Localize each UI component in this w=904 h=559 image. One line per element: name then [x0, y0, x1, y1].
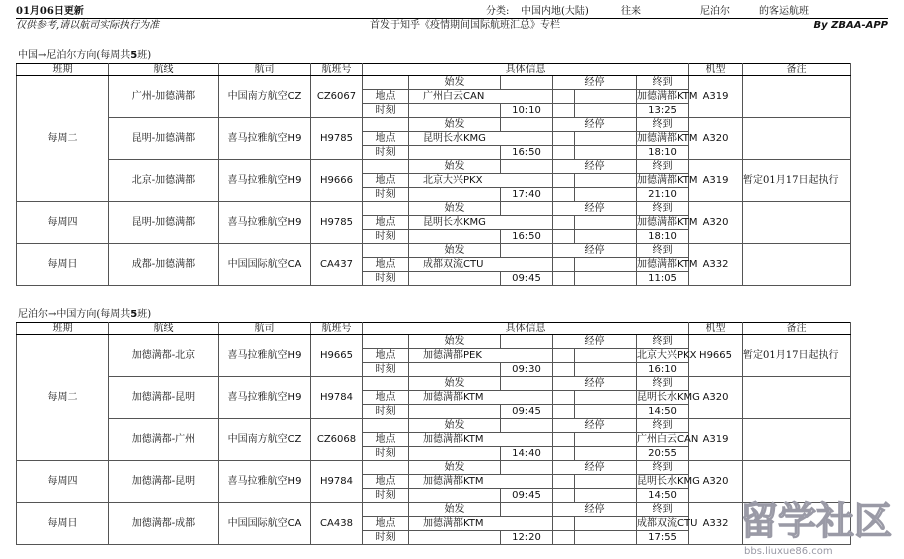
- table-cell: [409, 447, 501, 461]
- destination-airport: 加德满都KTM: [637, 132, 698, 144]
- place-label: 地点: [363, 90, 409, 104]
- destination-label: 终到: [637, 461, 689, 475]
- table-cell: [575, 230, 637, 244]
- arrival-time: 13:25: [637, 104, 689, 118]
- destination-label: 终到: [637, 202, 689, 216]
- airline-cell: 中国南方航空CZ: [219, 76, 311, 118]
- table-cell: [575, 258, 637, 272]
- col-header-day: 班期: [17, 64, 109, 76]
- arrival-time: 16:10: [637, 363, 689, 377]
- table-row: [17, 503, 851, 517]
- col-header-airline: 航司: [219, 323, 311, 335]
- table-cell: [501, 503, 553, 517]
- origin-label: 始发: [409, 377, 501, 391]
- table-cell: [553, 174, 575, 188]
- table-cell: [575, 349, 637, 363]
- route-cell: 加德满都-广州: [109, 419, 219, 461]
- departure-time: 10:10: [501, 104, 553, 118]
- flight-number-cell: H9665: [311, 335, 363, 377]
- table-cell: [553, 517, 575, 531]
- table-row: [17, 202, 851, 216]
- origin-label: 始发: [409, 419, 501, 433]
- table-cell: [553, 230, 575, 244]
- table-cell: [501, 335, 553, 349]
- flight-number-cell: H9785: [311, 118, 363, 160]
- origin-label: 始发: [409, 503, 501, 517]
- table-cell: [553, 90, 575, 104]
- table-row: [17, 419, 851, 433]
- remarks-cell: [743, 202, 851, 244]
- table-cell: [553, 433, 575, 447]
- table-cell: [553, 391, 575, 405]
- section-title-inbound: 尼泊尔→中国方向(每周共5班): [18, 309, 152, 320]
- destination-label: 终到: [637, 76, 689, 90]
- airline-cell: 中国南方航空CZ: [219, 419, 311, 461]
- stop-label: 经停: [553, 377, 637, 391]
- arrival-time: 18:10: [637, 146, 689, 160]
- stop-label: 经停: [553, 76, 637, 90]
- table-row: [17, 244, 851, 258]
- table-cell: [501, 461, 553, 475]
- table-cell: [363, 335, 409, 349]
- origin-airport: 成都双流CTU: [409, 258, 553, 272]
- direction-word: 往来: [621, 6, 641, 17]
- origin-airport: 加德满都KTM: [409, 475, 553, 489]
- flight-number-cell: H9784: [311, 377, 363, 419]
- table-header-row: [17, 64, 851, 76]
- table-row: [17, 461, 851, 475]
- aircraft-cell: A320: [689, 202, 743, 244]
- remarks-cell: 暂定01月17日起执行: [743, 335, 851, 377]
- table-cell: [363, 461, 409, 475]
- table-row: [17, 76, 851, 90]
- table-cell: [363, 76, 409, 90]
- table-cell: [575, 433, 637, 447]
- table-cell: [409, 146, 501, 160]
- stop-label: 经停: [553, 118, 637, 132]
- aircraft-cell: A332: [689, 503, 743, 545]
- origin-airport: 广州白云CAN: [409, 90, 553, 104]
- route-cell: 加德满都-昆明: [109, 461, 219, 503]
- airline-cell: 喜马拉雅航空H9: [219, 118, 311, 160]
- departure-time: 16:50: [501, 146, 553, 160]
- table-cell: [363, 419, 409, 433]
- aircraft-cell: A319: [689, 419, 743, 461]
- place-label: 地点: [363, 216, 409, 230]
- route-cell: 昆明-加德满都: [109, 202, 219, 244]
- col-header-route: 航线: [109, 323, 219, 335]
- time-label: 时刻: [363, 447, 409, 461]
- table-cell: [501, 419, 553, 433]
- table-cell: [553, 272, 575, 286]
- table-cell: [553, 188, 575, 202]
- origin-label: 始发: [409, 202, 501, 216]
- stop-label: 经停: [553, 160, 637, 174]
- update-date: 01月06日更新: [16, 6, 84, 17]
- arrival-time: 20:55: [637, 447, 689, 461]
- watermark-brand: 留学社区: [740, 499, 893, 543]
- origin-airport: 加德满都KTM: [409, 433, 553, 447]
- table-cell: [553, 104, 575, 118]
- table-row: [17, 377, 851, 391]
- table-row: [17, 118, 851, 132]
- col-header-flight: 航班号: [311, 64, 363, 76]
- aircraft-cell: A319: [689, 76, 743, 118]
- table-cell: [501, 377, 553, 391]
- table-cell: [553, 447, 575, 461]
- table-cell: [553, 216, 575, 230]
- time-label: 时刻: [363, 363, 409, 377]
- route-cell: 广州-加德满都: [109, 76, 219, 118]
- airline-cell: 中国国际航空CA: [219, 244, 311, 286]
- arrival-time: 18:10: [637, 230, 689, 244]
- day-cell: 每周四: [17, 461, 109, 503]
- schedule-table-inbound: [16, 322, 851, 545]
- col-header-detail: 具体信息: [363, 64, 689, 76]
- aircraft-cell: A320: [689, 118, 743, 160]
- origin-label: 始发: [409, 244, 501, 258]
- category-label: 分类:: [486, 6, 510, 17]
- remarks-cell: 暂定01月17日起执行: [743, 160, 851, 202]
- table-cell: [575, 272, 637, 286]
- col-header-flight: 航班号: [311, 323, 363, 335]
- table-row: [17, 160, 851, 174]
- place-label: 地点: [363, 391, 409, 405]
- time-label: 时刻: [363, 405, 409, 419]
- table-cell: [409, 104, 501, 118]
- table-cell: [501, 118, 553, 132]
- flight-number-cell: CZ6067: [311, 76, 363, 118]
- day-cell: 每周日: [17, 244, 109, 286]
- col-header-remarks: 备注: [743, 64, 851, 76]
- departure-time: 09:45: [501, 405, 553, 419]
- flight-number-cell: CZ6068: [311, 419, 363, 461]
- stop-label: 经停: [553, 461, 637, 475]
- origin-label: 始发: [409, 160, 501, 174]
- table-cell: [363, 202, 409, 216]
- table-row: [17, 335, 851, 349]
- table-cell: [363, 503, 409, 517]
- departure-time: 14:40: [501, 447, 553, 461]
- table-cell: [553, 475, 575, 489]
- day-cell: 每周二: [17, 76, 109, 202]
- remarks-cell: [743, 244, 851, 286]
- destination-airport: 广州白云CAN: [637, 433, 699, 445]
- origin-airport: 加德满都KTM: [409, 517, 553, 531]
- departure-time: 09:45: [501, 272, 553, 286]
- place-label: 地点: [363, 174, 409, 188]
- table-cell: [553, 132, 575, 146]
- table-cell: [575, 90, 637, 104]
- destination-airport: 昆明长水KMG: [637, 475, 700, 487]
- flight-number-cell: H9785: [311, 202, 363, 244]
- header-row-1: [16, 6, 888, 19]
- destination-label: 终到: [637, 377, 689, 391]
- departure-time: 16:50: [501, 230, 553, 244]
- origin-airport: 加德满都KTM: [409, 391, 553, 405]
- remarks-cell: [743, 461, 851, 503]
- byline: By ZBAA-APP: [813, 20, 888, 31]
- departure-time: 12:20: [501, 531, 553, 545]
- destination-airport: 成都双流CTU: [637, 517, 698, 529]
- destination-airport: 加德满都KTM: [637, 174, 698, 186]
- aircraft-cell: A319: [689, 160, 743, 202]
- airline-cell: 喜马拉雅航空H9: [219, 461, 311, 503]
- destination-airport: 加德满都KTM: [637, 216, 698, 228]
- table-cell: [553, 531, 575, 545]
- table-cell: [553, 258, 575, 272]
- airline-cell: 喜马拉雅航空H9: [219, 335, 311, 377]
- time-label: 时刻: [363, 489, 409, 503]
- table-cell: [501, 76, 553, 90]
- disclaimer: 仅供参考,请以航司实际执行为准: [16, 20, 160, 31]
- table-cell: [575, 174, 637, 188]
- route-cell: 成都-加德满都: [109, 244, 219, 286]
- section-title-outbound: 中国→尼泊尔方向(每周共5班): [18, 50, 152, 61]
- time-label: 时刻: [363, 272, 409, 286]
- table-cell: [409, 230, 501, 244]
- aircraft-cell: A320: [689, 377, 743, 419]
- table-cell: [575, 489, 637, 503]
- stop-label: 经停: [553, 503, 637, 517]
- route-cell: 北京-加德满都: [109, 160, 219, 202]
- col-header-aircraft: 机型: [689, 323, 743, 335]
- place-label: 地点: [363, 517, 409, 531]
- table-cell: [575, 132, 637, 146]
- table-cell: [575, 405, 637, 419]
- destination-airport: 北京大兴PKX: [637, 349, 697, 361]
- airline-cell: 喜马拉雅航空H9: [219, 377, 311, 419]
- remarks-cell: [743, 377, 851, 419]
- day-cell: 每周二: [17, 335, 109, 461]
- table-cell: [409, 272, 501, 286]
- destination-airport: 昆明长水KMG: [637, 391, 700, 403]
- flight-number-cell: H9784: [311, 461, 363, 503]
- origin-label: 始发: [409, 76, 501, 90]
- table-cell: [575, 363, 637, 377]
- table-cell: [575, 517, 637, 531]
- table-cell: [363, 160, 409, 174]
- stop-label: 经停: [553, 335, 637, 349]
- table-cell: [363, 118, 409, 132]
- stop-label: 经停: [553, 202, 637, 216]
- table-cell: [409, 363, 501, 377]
- table-cell: [501, 160, 553, 174]
- table-cell: [575, 447, 637, 461]
- arrival-time: 14:50: [637, 489, 689, 503]
- airline-cell: 喜马拉雅航空H9: [219, 202, 311, 244]
- header-row-2: [16, 20, 888, 32]
- table-cell: [553, 363, 575, 377]
- destination-airport: 加德满都KTM: [637, 90, 698, 102]
- day-cell: 每周四: [17, 202, 109, 244]
- flight-number-cell: H9666: [311, 160, 363, 202]
- flight-number-cell: CA437: [311, 244, 363, 286]
- route-cell: 加德满都-北京: [109, 335, 219, 377]
- time-label: 时刻: [363, 146, 409, 160]
- watermark-url: bbs.liuxue86.com: [744, 546, 833, 557]
- origin-airport: 加德满都PEK: [409, 349, 553, 363]
- place-label: 地点: [363, 433, 409, 447]
- table-cell: [575, 104, 637, 118]
- remarks-cell: [743, 503, 851, 545]
- table-cell: [501, 202, 553, 216]
- aircraft-cell: H9665: [689, 335, 743, 377]
- flight-number-cell: CA438: [311, 503, 363, 545]
- time-label: 时刻: [363, 188, 409, 202]
- route-cell: 加德满都-昆明: [109, 377, 219, 419]
- schedule-table-outbound: [16, 63, 851, 286]
- table-cell: [553, 405, 575, 419]
- table-cell: [409, 405, 501, 419]
- table-cell: [575, 531, 637, 545]
- origin-airport: 昆明长水KMG: [409, 132, 553, 146]
- destination-label: 终到: [637, 244, 689, 258]
- origin-label: 始发: [409, 118, 501, 132]
- arrival-time: 11:05: [637, 272, 689, 286]
- place-label: 地点: [363, 475, 409, 489]
- table-cell: [575, 188, 637, 202]
- departure-time: 09:45: [501, 489, 553, 503]
- stop-label: 经停: [553, 244, 637, 258]
- place-label: 地点: [363, 132, 409, 146]
- day-cell: 每周日: [17, 503, 109, 545]
- aircraft-cell: A320: [689, 461, 743, 503]
- origin-airport: 昆明长水KMG: [409, 216, 553, 230]
- remarks-cell: [743, 419, 851, 461]
- category-value: 中国内地(大陆): [521, 6, 589, 17]
- aircraft-cell: A332: [689, 244, 743, 286]
- table-cell: [553, 489, 575, 503]
- table-cell: [575, 146, 637, 160]
- origin-label: 始发: [409, 461, 501, 475]
- airline-cell: 中国国际航空CA: [219, 503, 311, 545]
- table-cell: [409, 531, 501, 545]
- table-cell: [575, 391, 637, 405]
- place-label: 地点: [363, 258, 409, 272]
- country-name: 尼泊尔: [700, 6, 730, 17]
- table-cell: [363, 377, 409, 391]
- table-cell: [409, 489, 501, 503]
- published-note: 首发于知乎《疫情期间国际航班汇总》专栏: [370, 20, 560, 31]
- table-header-row: [17, 323, 851, 335]
- table-cell: [363, 244, 409, 258]
- destination-airport: 加德满都KTM: [637, 258, 698, 270]
- col-header-airline: 航司: [219, 64, 311, 76]
- table-cell: [501, 244, 553, 258]
- col-header-remarks: 备注: [743, 323, 851, 335]
- remarks-cell: [743, 76, 851, 118]
- destination-label: 终到: [637, 160, 689, 174]
- remarks-cell: [743, 118, 851, 160]
- table-cell: [575, 216, 637, 230]
- table-cell: [575, 475, 637, 489]
- stop-label: 经停: [553, 419, 637, 433]
- place-label: 地点: [363, 349, 409, 363]
- origin-airport: 北京大兴PKX: [409, 174, 553, 188]
- category-suffix: 的客运航班: [759, 6, 809, 17]
- table-cell: [553, 349, 575, 363]
- arrival-time: 14:50: [637, 405, 689, 419]
- time-label: 时刻: [363, 104, 409, 118]
- departure-time: 09:30: [501, 363, 553, 377]
- col-header-day: 班期: [17, 323, 109, 335]
- time-label: 时刻: [363, 230, 409, 244]
- table-cell: [409, 188, 501, 202]
- col-header-route: 航线: [109, 64, 219, 76]
- destination-label: 终到: [637, 419, 689, 433]
- origin-label: 始发: [409, 335, 501, 349]
- airline-cell: 喜马拉雅航空H9: [219, 160, 311, 202]
- destination-label: 终到: [637, 503, 689, 517]
- arrival-time: 17:55: [637, 531, 689, 545]
- destination-label: 终到: [637, 335, 689, 349]
- col-header-detail: 具体信息: [363, 323, 689, 335]
- table-cell: [553, 146, 575, 160]
- col-header-aircraft: 机型: [689, 64, 743, 76]
- route-cell: 昆明-加德满都: [109, 118, 219, 160]
- departure-time: 17:40: [501, 188, 553, 202]
- time-label: 时刻: [363, 531, 409, 545]
- arrival-time: 21:10: [637, 188, 689, 202]
- route-cell: 加德满都-成都: [109, 503, 219, 545]
- destination-label: 终到: [637, 118, 689, 132]
